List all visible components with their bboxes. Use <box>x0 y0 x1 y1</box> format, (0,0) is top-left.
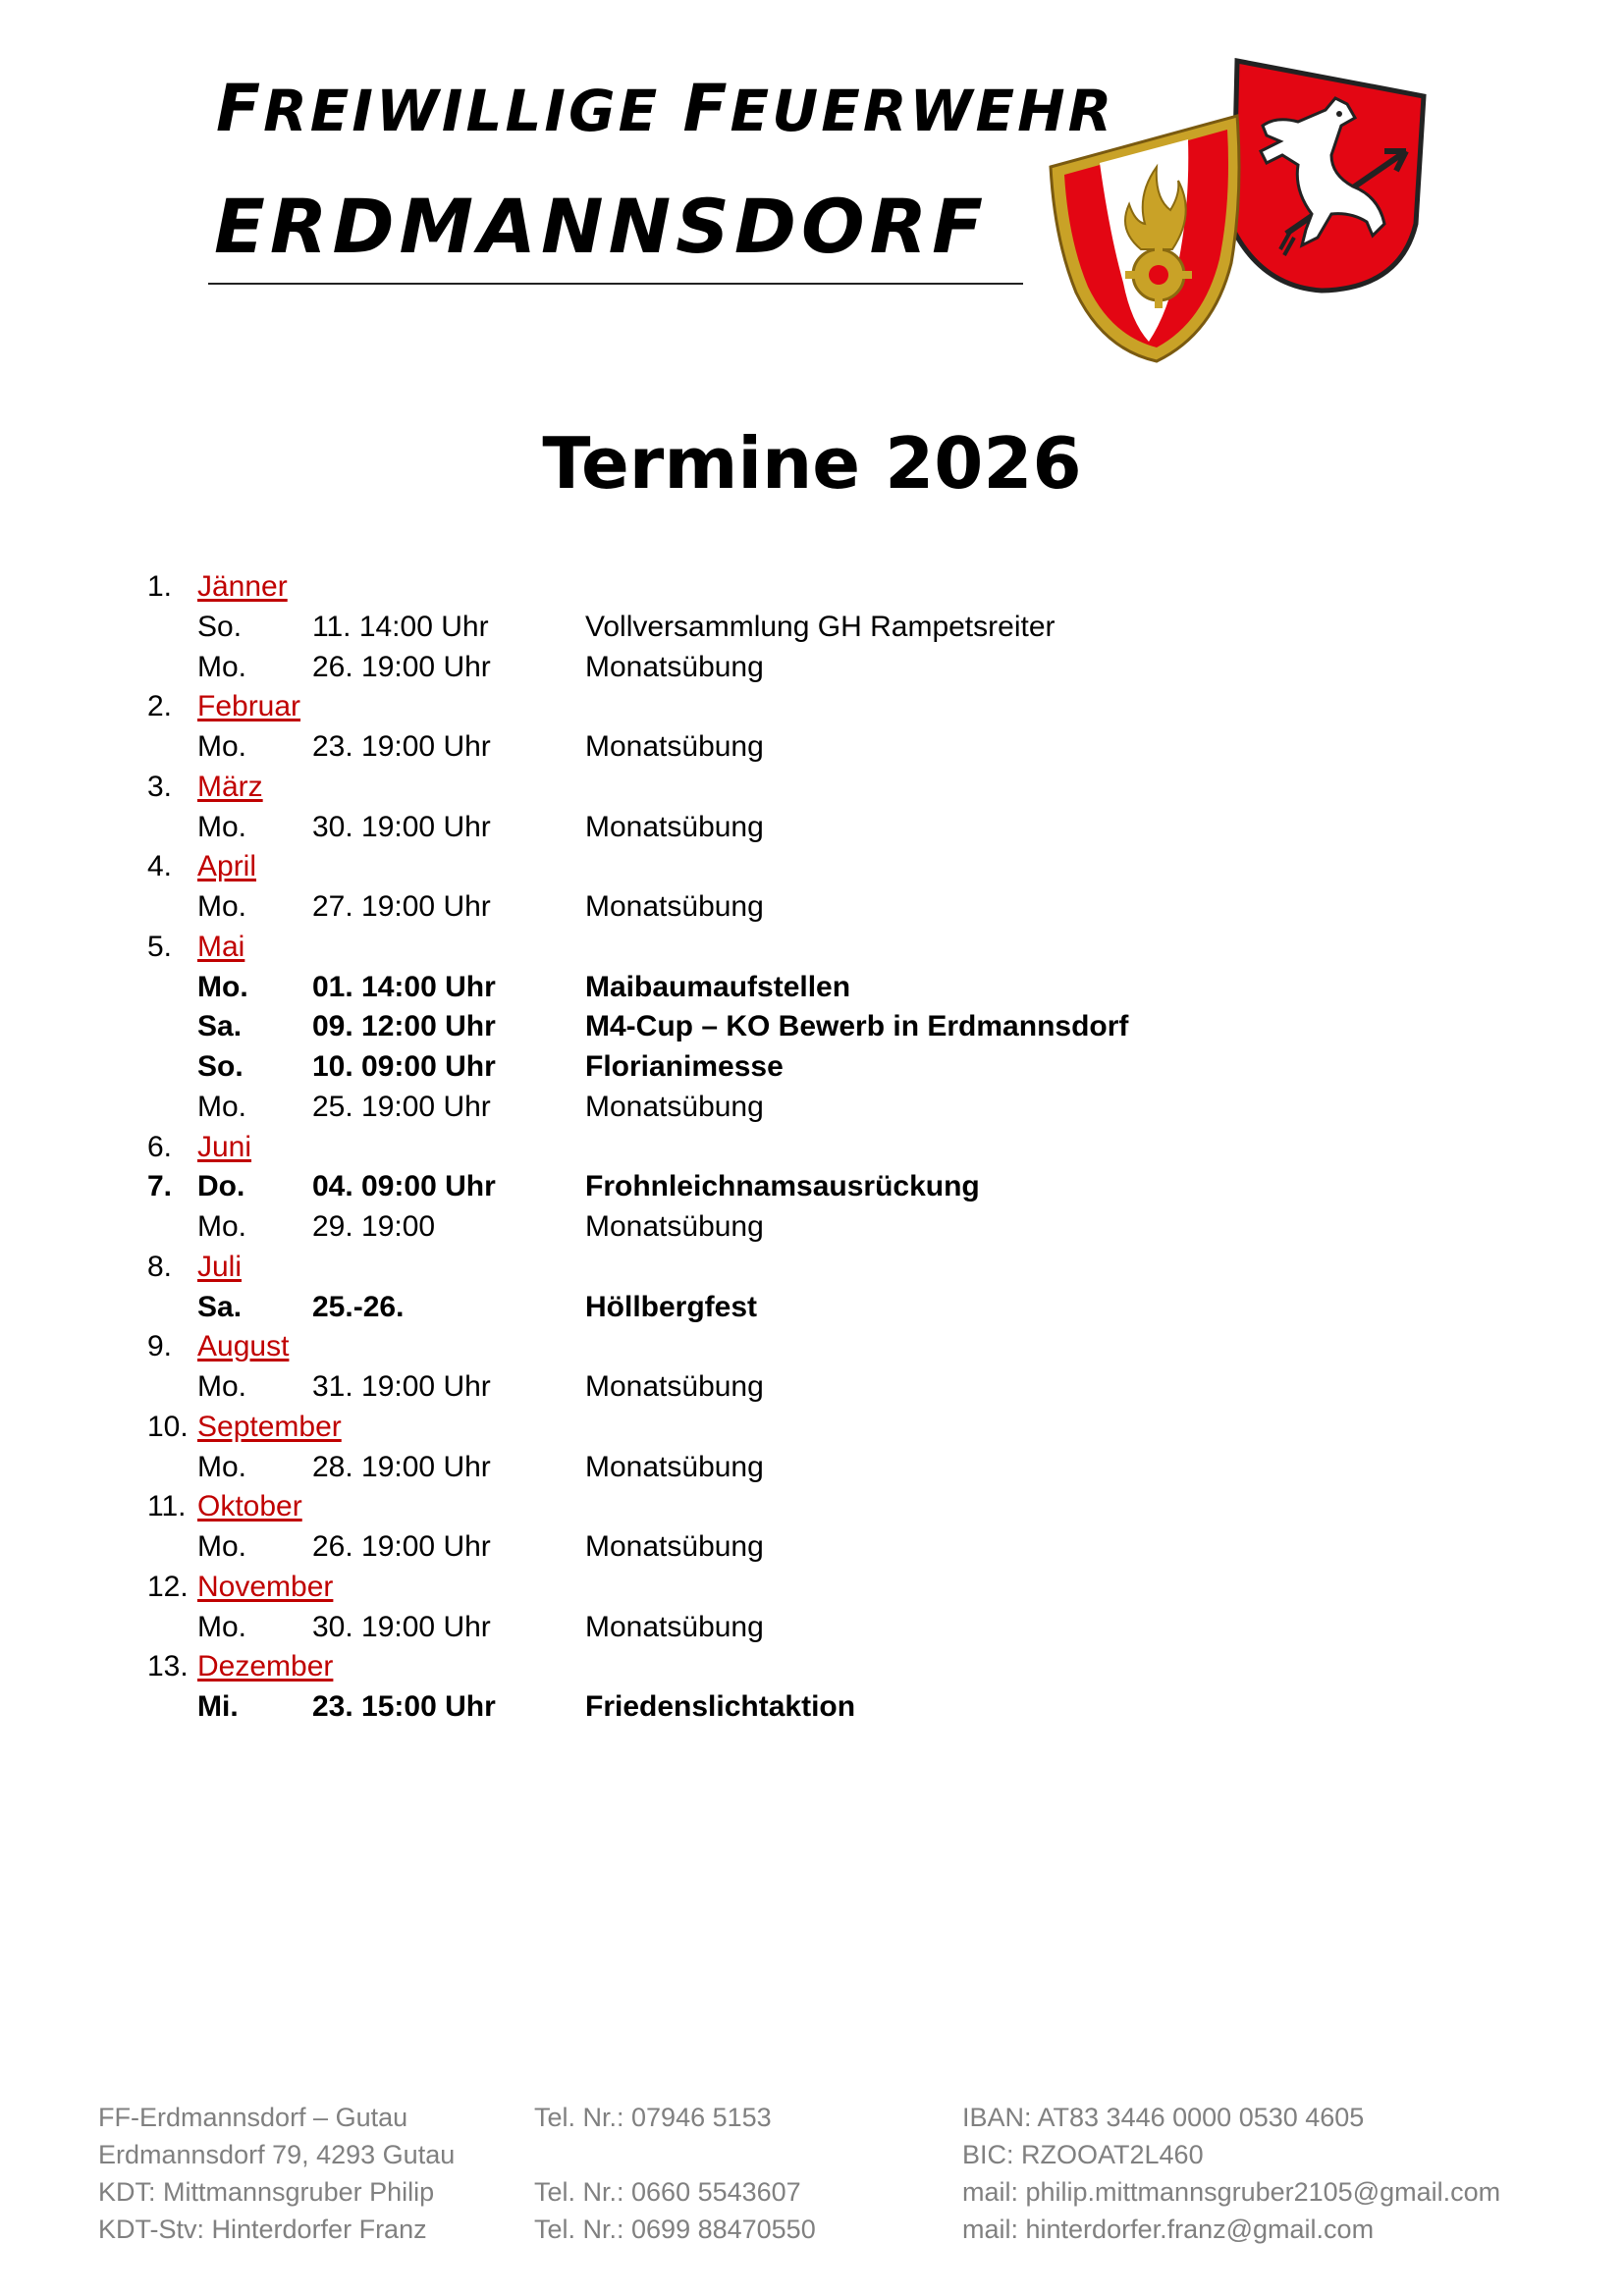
month-name: August <box>197 1330 290 1363</box>
event-weekday: So. <box>197 610 243 643</box>
month-heading <box>0 1647 1624 1686</box>
event-date-time: 11. 14:00 Uhr <box>312 610 489 643</box>
org-name-line1: FREIWILLIGE FEUERWEHR <box>216 71 1115 146</box>
footer-col-phone <box>534 2099 816 2248</box>
event-description: Monatsübung <box>585 1210 764 1243</box>
event-row <box>0 1288 1624 1327</box>
month-number: 10. <box>147 1410 189 1443</box>
event-description: Monatsübung <box>585 1370 764 1403</box>
event-row <box>0 1448 1624 1487</box>
event-date-time: 31. 19:00 Uhr <box>312 1370 491 1403</box>
month-name: Mai <box>197 930 245 963</box>
municipal-crest-icon <box>1233 61 1424 291</box>
crest-logos <box>1041 57 1434 381</box>
event-date-time: 29. 19:00 <box>312 1210 436 1243</box>
event-description: Vollversammlung GH Rampetsreiter <box>585 610 1056 643</box>
org-name-line2: ERDMANNSDORF <box>214 183 989 270</box>
event-date-time: 25.-26. <box>312 1290 405 1323</box>
month-number: 3. <box>147 770 173 803</box>
month-heading <box>0 687 1624 726</box>
month-heading <box>0 847 1624 886</box>
event-description: Monatsübung <box>585 730 764 763</box>
month-name: Februar <box>197 690 301 723</box>
event-row <box>0 968 1624 1007</box>
month-name: Oktober <box>197 1490 302 1523</box>
footer-phone-line: Tel. Nr.: 07946 5153 <box>534 2103 772 2132</box>
month-number: 7. <box>147 1170 173 1203</box>
event-row <box>0 648 1624 687</box>
month-heading <box>0 768 1624 807</box>
month-number: 6. <box>147 1130 173 1163</box>
event-row <box>0 1047 1624 1087</box>
month-heading <box>0 1487 1624 1526</box>
month-number: 4. <box>147 850 173 883</box>
month-heading <box>0 1568 1624 1607</box>
event-description: Monatsübung <box>585 810 764 843</box>
footer-bank-line: mail: hinterdorfer.franz@gmail.com <box>962 2215 1375 2244</box>
event-weekday: Mo. <box>197 890 247 923</box>
month-number: 9. <box>147 1330 173 1363</box>
event-date-time: 23. 19:00 Uhr <box>312 730 491 763</box>
page-title: Termine 2026 <box>542 422 1082 505</box>
month-name: Jänner <box>197 570 288 603</box>
event-row <box>0 1527 1624 1567</box>
event-row <box>0 1608 1624 1647</box>
event-date-time: 04. 09:00 Uhr <box>312 1170 496 1203</box>
month-heading <box>0 1408 1624 1447</box>
event-description: Friedenslichtaktion <box>585 1690 856 1723</box>
event-date-time: 26. 19:00 Uhr <box>312 1530 491 1563</box>
event-row <box>0 1687 1624 1727</box>
event-description: M4-Cup – KO Bewerb in Erdmannsdorf <box>585 1010 1129 1043</box>
event-description: Florianimesse <box>585 1050 784 1083</box>
footer-bank-line: IBAN: AT83 3446 0000 0530 4605 <box>962 2103 1365 2132</box>
header-rule <box>208 283 1023 285</box>
event-row <box>0 608 1624 647</box>
event-description: Höllbergfest <box>585 1290 758 1323</box>
month-heading <box>0 1248 1624 1287</box>
event-weekday: Mi. <box>197 1690 239 1723</box>
footer-address-line: Erdmannsdorf 79, 4293 Gutau <box>98 2140 456 2169</box>
footer-phone-line <box>534 2136 816 2173</box>
event-weekday: Mo. <box>197 650 247 683</box>
month-number: 11. <box>147 1490 187 1523</box>
event-date-time: 30. 19:00 Uhr <box>312 810 491 843</box>
event-date-time: 30. 19:00 Uhr <box>312 1610 491 1643</box>
event-row <box>0 808 1624 847</box>
event-weekday: Mo. <box>197 810 247 843</box>
month-number: 8. <box>147 1250 173 1283</box>
event-weekday: Sa. <box>197 1010 243 1043</box>
month-heading <box>0 1327 1624 1366</box>
event-description: Monatsübung <box>585 1090 764 1123</box>
event-date-time: 10. 09:00 Uhr <box>312 1050 496 1083</box>
month-number: 5. <box>147 930 173 963</box>
footer-bank-line: BIC: RZOOAT2L460 <box>962 2140 1204 2169</box>
event-description: Frohnleichnamsausrückung <box>585 1170 980 1203</box>
month-name: Dezember <box>197 1650 334 1683</box>
event-date-time: 26. 19:00 Uhr <box>312 650 491 683</box>
footer-col-bank <box>962 2099 1500 2248</box>
footer-col-address <box>98 2099 455 2248</box>
month-number: 12. <box>147 1570 189 1603</box>
event-description: Monatsübung <box>585 1610 764 1643</box>
footer-address-line: KDT: Mittmannsgruber Philip <box>98 2177 435 2207</box>
event-date-time: 27. 19:00 Uhr <box>312 890 491 923</box>
event-weekday: Mo. <box>197 970 248 1003</box>
event-date-time: 01. 14:00 Uhr <box>312 970 496 1003</box>
event-weekday: Sa. <box>197 1290 243 1323</box>
event-row <box>0 1088 1624 1127</box>
month-number: 13. <box>147 1650 189 1683</box>
event-description: Monatsübung <box>585 650 764 683</box>
event-weekday: Mo. <box>197 1610 247 1643</box>
month-number: 1. <box>147 570 173 603</box>
footer-address-line: KDT-Stv: Hinterdorfer Franz <box>98 2215 427 2244</box>
footer-address-line: FF-Erdmannsdorf – Gutau <box>98 2103 408 2132</box>
event-description: Maibaumaufstellen <box>585 970 851 1003</box>
event-row <box>0 1207 1624 1247</box>
event-date-time: 25. 19:00 Uhr <box>312 1090 491 1123</box>
event-weekday: Mo. <box>197 730 247 763</box>
event-weekday: Mo. <box>197 1530 247 1563</box>
month-name: September <box>197 1410 342 1443</box>
event-weekday: Mo. <box>197 1450 247 1483</box>
event-row <box>0 727 1624 767</box>
event-description: Monatsübung <box>585 1450 764 1483</box>
month-name: November <box>197 1570 334 1603</box>
event-date-time: 09. 12:00 Uhr <box>312 1010 496 1043</box>
event-date-time: 23. 15:00 Uhr <box>312 1690 496 1723</box>
event-weekday: Mo. <box>197 1370 247 1403</box>
event-date-time: 28. 19:00 Uhr <box>312 1450 491 1483</box>
letterhead <box>0 0 1624 393</box>
event-description: Monatsübung <box>585 1530 764 1563</box>
event-weekday: Mo. <box>197 1210 247 1243</box>
event-row <box>0 887 1624 927</box>
event-row <box>0 1367 1624 1407</box>
footer-bank-line: mail: philip.mittmannsgruber2105@gmail.com <box>962 2177 1501 2207</box>
month-name: Juni <box>197 1130 252 1163</box>
event-description: Monatsübung <box>585 890 764 923</box>
month-name: April <box>197 850 257 883</box>
fire-brigade-crest-icon <box>1051 116 1239 361</box>
month-name: Juli <box>197 1250 243 1283</box>
month-number: 2. <box>147 690 173 723</box>
event-weekday: Do. <box>197 1170 245 1203</box>
event-row <box>0 1167 1624 1206</box>
month-name: März <box>197 770 263 803</box>
footer-phone-line: Tel. Nr.: 0660 5543607 <box>534 2177 801 2207</box>
month-heading <box>0 928 1624 967</box>
footer-phone-line: Tel. Nr.: 0699 88470550 <box>534 2215 816 2244</box>
event-weekday: Mo. <box>197 1090 247 1123</box>
event-row <box>0 1007 1624 1046</box>
month-heading <box>0 567 1624 607</box>
event-weekday: So. <box>197 1050 244 1083</box>
month-heading <box>0 1128 1624 1167</box>
